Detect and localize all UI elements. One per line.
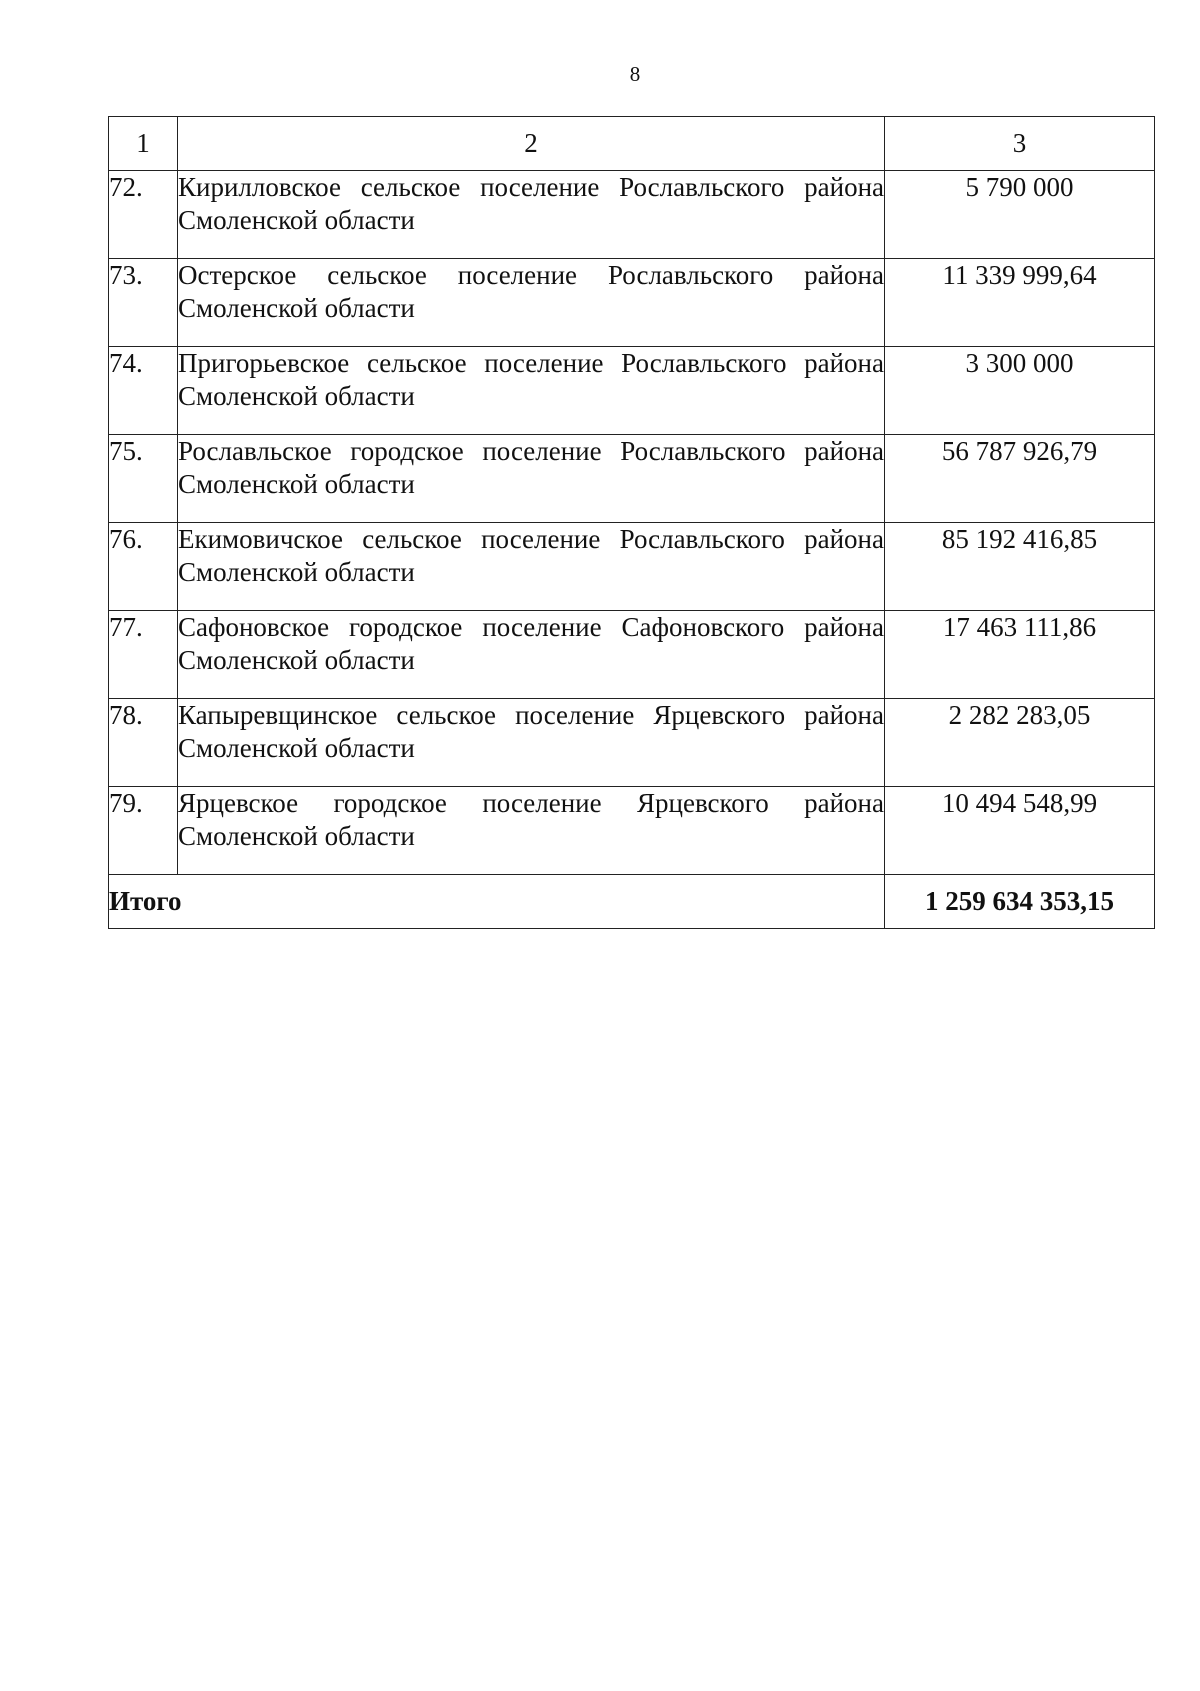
row-number: 78. bbox=[109, 699, 178, 787]
amount-cell: 5 790 000 bbox=[885, 171, 1155, 259]
row-number: 79. bbox=[109, 787, 178, 875]
settlement-name: Рославльское городское поселение Рославльского района Смоленской области bbox=[178, 435, 885, 523]
settlement-name: Ярцевское городское поселение Ярцевского района Смоленской области bbox=[178, 787, 885, 875]
amount-cell: 11 339 999,64 bbox=[885, 259, 1155, 347]
row-number: 77. bbox=[109, 611, 178, 699]
row-number: 76. bbox=[109, 523, 178, 611]
table-row bbox=[109, 787, 1155, 875]
amount-cell: 17 463 111,86 bbox=[885, 611, 1155, 699]
row-number: 75. bbox=[109, 435, 178, 523]
settlement-name: Капыревщинское сельское поселение Ярцевского района Смоленской области bbox=[178, 699, 885, 787]
row-number: 73. bbox=[109, 259, 178, 347]
table-row bbox=[109, 259, 1155, 347]
table-row bbox=[109, 523, 1155, 611]
amount-cell: 56 787 926,79 bbox=[885, 435, 1155, 523]
settlement-name: Сафоновское городское поселение Сафоновского района Смоленской области bbox=[178, 611, 885, 699]
row-number: 72. bbox=[109, 171, 178, 259]
table-row bbox=[109, 611, 1155, 699]
page-number: 8 bbox=[629, 62, 641, 86]
table-header-row bbox=[109, 117, 1155, 171]
settlement-name: Пригорьевское сельское поселение Рославльского района Смоленской области bbox=[178, 347, 885, 435]
total-row bbox=[109, 875, 1155, 929]
total-label: Итого bbox=[109, 875, 885, 929]
row-number: 74. bbox=[109, 347, 178, 435]
total-amount: 1 259 634 353,15 bbox=[885, 875, 1155, 929]
amount-cell: 3 300 000 bbox=[885, 347, 1155, 435]
settlements-table bbox=[108, 116, 1155, 929]
table-row bbox=[109, 435, 1155, 523]
settlement-name: Кирилловское сельское поселение Рославльского района Смоленской области bbox=[178, 171, 885, 259]
settlement-name: Остерское сельское поселение Рославльского района Смоленской области bbox=[178, 259, 885, 347]
amount-cell: 85 192 416,85 bbox=[885, 523, 1155, 611]
amount-cell: 2 282 283,05 bbox=[885, 699, 1155, 787]
table-row bbox=[109, 347, 1155, 435]
header-cell-1: 1 bbox=[109, 117, 178, 171]
header-cell-2: 2 bbox=[178, 117, 885, 171]
table-row bbox=[109, 699, 1155, 787]
amount-cell: 10 494 548,99 bbox=[885, 787, 1155, 875]
table-row bbox=[109, 171, 1155, 259]
header-cell-3: 3 bbox=[885, 117, 1155, 171]
settlement-name: Екимовичское сельское поселение Рославльского района Смоленской области bbox=[178, 523, 885, 611]
